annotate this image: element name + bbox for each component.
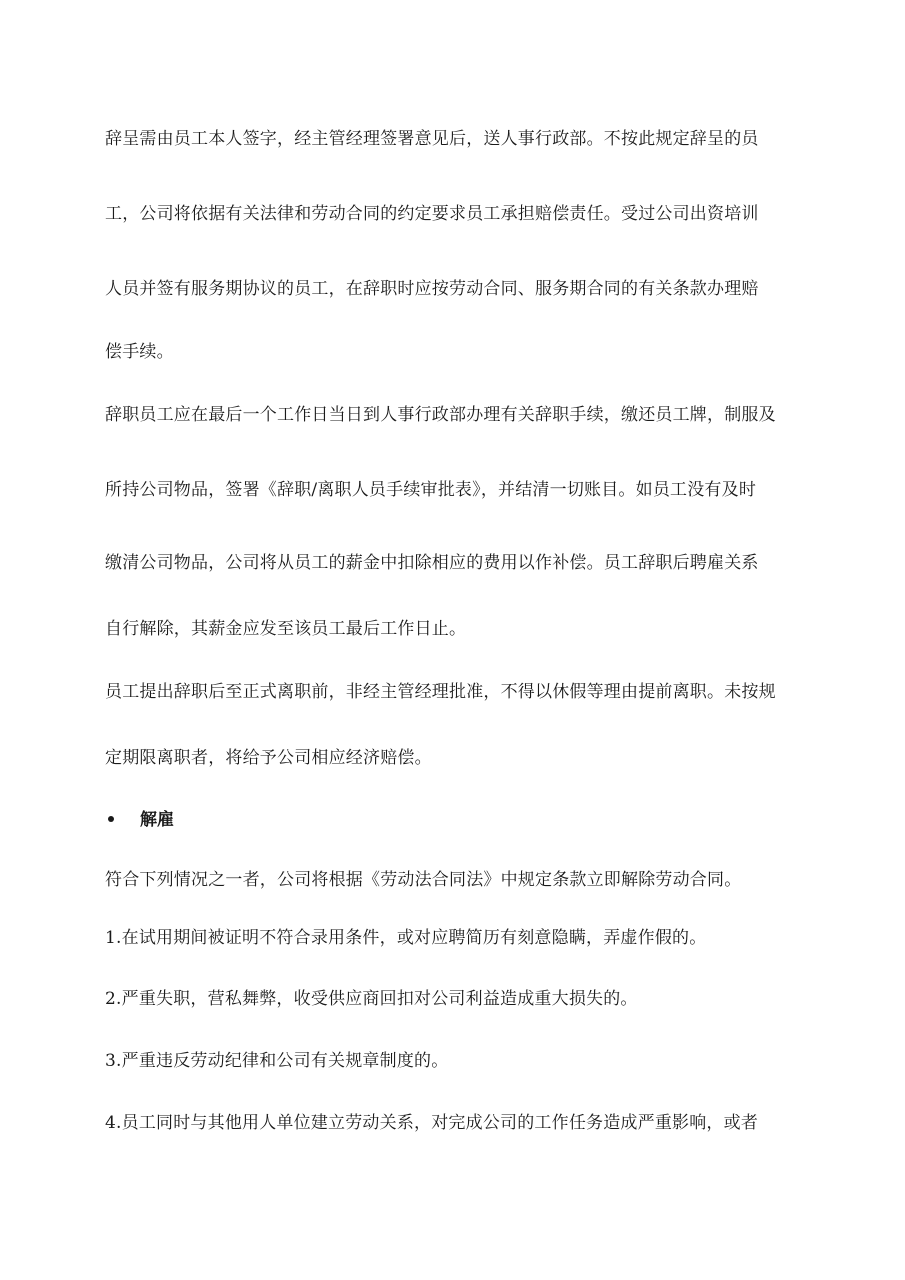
list-item: 3.严重违反劳动纪律和公司有关规章制度的。: [105, 1051, 449, 1071]
bullet-icon: [108, 816, 114, 822]
paragraph-line: 人员并签有服务期协议的员工，在辞职时应按劳动合同、服务期合同的有关条款办理赔: [105, 279, 759, 299]
list-item: 4.员工同时与其他用人单位建立劳动关系，对完成公司的工作任务造成严重影响，或者: [105, 1113, 759, 1133]
paragraph-line: 自行解除，其薪金应发至该员工最后工作日止。: [105, 619, 467, 639]
section-heading-text: 解雇: [140, 810, 174, 830]
paragraph-line: 员工提出辞职后至正式离职前，非经主管经理批准，不得以休假等理由提前离职。未按规: [105, 682, 776, 702]
paragraph-line: 辞呈需由员工本人签字，经主管经理签署意见后，送人事行政部。不按此规定辞呈的员: [105, 129, 759, 149]
list-item: 2.严重失职，营私舞弊，收受供应商回扣对公司利益造成重大损失的。: [105, 989, 638, 1009]
intro-line: 符合下列情况之一者，公司将根据《劳动法合同法》中规定条款立即解除劳动合同。: [105, 870, 742, 890]
paragraph-line: 辞职员工应在最后一个工作日当日到人事行政部办理有关辞职手续，缴还员工牌，制服及: [105, 405, 776, 425]
paragraph-line: 缴清公司物品，公司将从员工的薪金中扣除相应的费用以作补偿。员工辞职后聘雇关系: [105, 553, 759, 573]
section-heading: [108, 808, 174, 832]
paragraph-line: 偿手续。: [105, 342, 174, 362]
list-item: 1.在试用期间被证明不符合录用条件，或对应聘简历有刻意隐瞒，弄虚作假的。: [105, 928, 707, 948]
paragraph-line: 所持公司物品，签署《辞职/离职人员手续审批表》，并结清一切账目。如员工没有及时: [105, 480, 757, 500]
paragraph-line: 定期限离职者，将给予公司相应经济赔偿。: [105, 748, 432, 768]
paragraph-line: 工，公司将依据有关法律和劳动合同的约定要求员工承担赔偿责任。受过公司出资培训: [105, 204, 759, 224]
